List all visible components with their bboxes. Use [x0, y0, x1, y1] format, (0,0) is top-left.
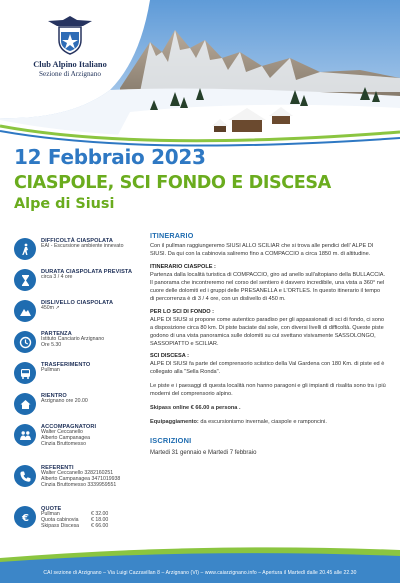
cai-logo [18, 12, 122, 78]
companion-name: Cinzia Bruttomesso [41, 440, 86, 447]
info-companions [14, 424, 134, 462]
info-transfer [14, 362, 134, 390]
return-label: RIENTRO [41, 393, 67, 399]
equipment-row [150, 419, 386, 427]
closing-text: Le piste e i paesaggi di questa località non hanno paragoni e gli impianti di risalita sono tra i più moderni del comprensorio alpino. [150, 383, 386, 398]
companion-name: Alberto Campanagea [41, 435, 91, 442]
cai-emblem-icon [45, 12, 95, 56]
info-elevation [14, 300, 134, 328]
cross-country-text: ALPE DI SIUSI si propone come autentico paradiso per gli appassionati di sci di fondo, ci sono a disposizione circa 80 km. Di piste baciate dal sole, con diversi livelli di difficoltà. Queste piste godono di una vista panoramica sulle dolomiti su cui svettano visivamente SASSOLONGO, SASSOPIATTO e SCILIAR. [150, 316, 385, 347]
info-duration [14, 269, 134, 297]
downhill-text: ALPE DI SIUSI fa parte del comprensorio sciistico della Val Gardena con 180 Km. di piste ed è collegato alla "Sella Ronda". [150, 361, 385, 376]
transfer-value: Pullman [41, 367, 60, 374]
info-departure [14, 331, 134, 359]
companion-name: Walter Ceccanello [41, 429, 83, 436]
quote-name: Pullman [41, 511, 60, 518]
referents-label: REFERENTI [41, 465, 74, 471]
svg-text:€: € [21, 512, 29, 524]
hiker-icon [14, 238, 36, 260]
clock-icon [14, 331, 36, 353]
difficulty-value: EAI - Escursione ambiente innevato [41, 243, 124, 250]
equipment-value: da escursionismo invernale, ciaspole e ramponcini. [200, 419, 327, 426]
snowshoe-text: Partenza dalla località turistica di COMPACCIO, giro ad anello sull'altopiano della BULLACCIA. Il panorama che incontreremo nel corso del sentiero è davvero incredibile, una vista a 360° nel cuore delle dolomiti ed i gruppi delle PRESANELLA e L'ORTLES. In questo itinerario il tempo di percorrenza è di 3 / 4 ore, con un dislivello di 450 m. [150, 272, 386, 302]
footer-wave-decoration [0, 540, 400, 564]
duration-label: DURATA CIASPOLATA PREVISTA [41, 269, 133, 275]
cross-country-heading: PER LO SCI DI FONDO : [150, 308, 215, 315]
departure-place: Istituto Canciario Arzignano [41, 336, 105, 343]
info-column [14, 238, 134, 547]
duration-value: circa 3 / 4 ore [41, 274, 73, 281]
info-quotes [14, 506, 134, 544]
club-section: Sezione di Arzignano [39, 70, 101, 78]
transfer-label: TRASFERIMENTO [41, 362, 91, 368]
info-referents [14, 465, 134, 503]
title-block [14, 145, 386, 212]
referent-contact: Cinzia Bruttomesso 3339959551 [41, 481, 117, 488]
itinerary-text: Con il pullman raggiungeremo SIUSI ALLO SCILIAR che si trova alle pendici dell' ALPE DI SIUSI. Da qui con la cabinovia saliremo fino a COMPACCIO a circa 1850 m. di altitudine. [150, 243, 374, 258]
difficulty-label: DIFFICOLTÀ CIASPOLATA [41, 238, 114, 244]
quote-name: Quota cabinovia [41, 517, 79, 524]
quotes-list [41, 512, 115, 529]
club-name: Club Alpino Italiano [33, 60, 107, 69]
registration-heading: ISCRIZIONI [150, 436, 192, 446]
downhill-heading: SCI DISCESA : [150, 353, 189, 360]
mountain-icon [14, 300, 36, 322]
elevation-value: 450m ↗ [41, 305, 60, 312]
companions-label: ACCOMPAGNATORI [41, 424, 97, 430]
quote-price: € 18.00 [91, 517, 109, 524]
hero-photo [0, 0, 400, 150]
skipass-value: 66.00 a persona . [195, 405, 241, 412]
footer-bar [0, 563, 400, 583]
quotes-label: QUOTE [41, 506, 62, 512]
group-icon [14, 424, 36, 446]
quote-name: Skipass Discesa [41, 522, 80, 529]
quote-price: € 66.00 [91, 522, 109, 529]
itinerary-heading: ITINERARIO [150, 231, 194, 240]
euro-icon [14, 506, 36, 528]
registration-dates: Martedi 31 gennaio e Martedi 7 febbraio [150, 449, 257, 456]
equipment-label: Equipaggiamento: [150, 419, 199, 426]
event-location: Alpe di Siusi [14, 196, 115, 212]
footer-contact-text: CAI sezione di Arzignano – Via Luigi Cazzavillan 8 – Arzignano (VI) – www.caiarzignano.info – Apertura il Martedì dalle 20.45 alle 22.30 [43, 570, 357, 576]
hourglass-icon [14, 269, 36, 291]
bus-icon [14, 362, 36, 384]
phone-icon [14, 465, 36, 487]
skipass-price [150, 405, 386, 413]
event-title: CIASPOLE, SCI FONDO E DISCESA [14, 173, 331, 193]
info-difficulty [14, 238, 134, 266]
skipass-label: Skipass online € [150, 405, 194, 412]
quote-price: € 32.00 [91, 511, 109, 518]
departure-time: Ore 5.30 [41, 342, 62, 349]
info-return [14, 393, 134, 421]
description-column [150, 231, 386, 457]
event-date: 12 Febbraio 2023 [14, 145, 206, 169]
departure-label: PARTENZA [41, 331, 72, 337]
return-value: Arzignano ore 20.00 [41, 398, 88, 405]
elevation-label: DISLIVELLO CIASPOLATA [41, 300, 114, 306]
snowshoe-heading: ITINERARIO CIASPOLE : [150, 264, 216, 271]
referent-contact: Walter Ceccanello 3282160251 [41, 470, 114, 477]
home-icon [14, 393, 36, 415]
referent-contact: Alberto Campanagea 3471019938 [41, 476, 121, 483]
